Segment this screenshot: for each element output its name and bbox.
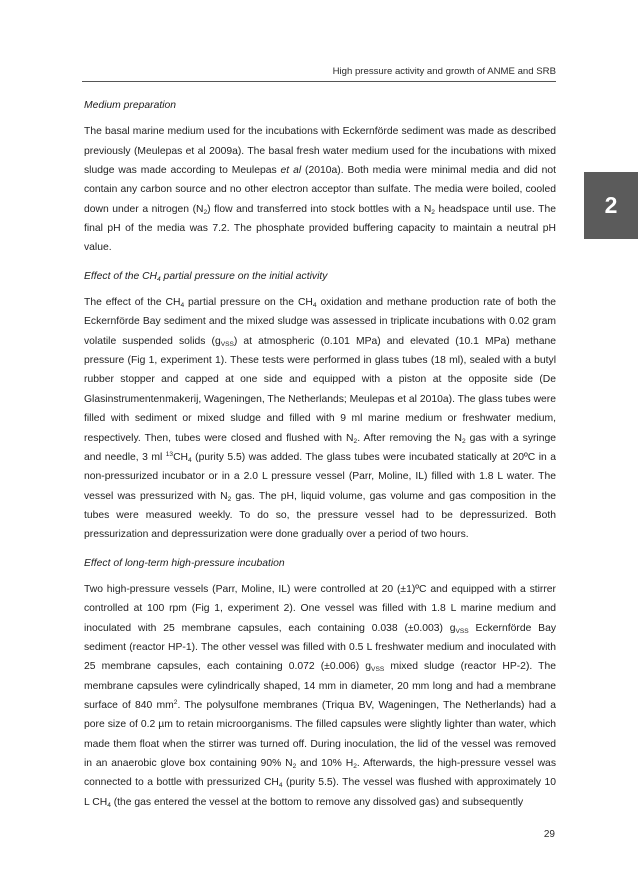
section-paragraph: The basal marine medium used for the incubations with Eckernförde sediment was made as described previously (Meulepas et al 2009a). The basal fresh water medium used for the incubations with mixed sludge was made according to Meulepas et al (2010a). Both media were minimal media and did not contain any carbon source and no other electron acceptor than sulfate. The media were boiled, cooled down under a nitrogen $(N_2)$ flow and transferred into stock bottles with a $N_2$ headspace until use. The final pH of the media was 7.2. The phosphate provided buffering capacity to maintain a neutral pH value. — [84, 126, 557, 254]
page-number: 29 — [543, 829, 555, 840]
section-heading: Effect of long-term high-pressure incubation — [84, 557, 285, 569]
chapter-number: 2 — [604, 192, 618, 218]
header-rule — [82, 81, 556, 82]
running-header: High pressure activity and growth of ANME and SRB — [332, 66, 556, 77]
section-heading: Effect of the $CH_4$ partial pressure on the initial activity — [84, 270, 328, 283]
chapter-tab — [584, 172, 638, 239]
page-body — [84, 96, 556, 821]
section-heading: Medium preparation — [84, 100, 176, 111]
section-paragraph: The effect of the $CH_4$ partial pressure on the $CH_4$ oxidation and methane production rate of both the Eckernförde Bay sediment and the mixed sludge was assessed in triplicate incubations with 0.02 gram volatile suspended solids $(g_{VSS})$ at atmospheric (0.101 MPa) and elevated (10.1 MPa) methane pressure (Fig 1, experiment 1). These tests were performed in glass tubes (18 ml), sealed with a butyl rubber stopper and capped at one side and equipped with a piston at the opposite side (De Glasinstrumentenmakerij, Wageningen, The Netherlands; Meulepas et al 2010a). The glass tubes were filled with sediment or mixed sludge and filled with 9 ml marine medium or freshwater medium, respectively. Then, tubes were closed and flushed with $N_2$. After removing the $N_2$ gas with a syringe and needle, 3 ml $^{13}CH_4$ (purity 5.5) was added. The glass tubes were incubated statically at 20ºC in a non-pressurized incubator or in a 2.0 L pressure vessel (Parr, Moline, IL) filled with 1.8 L water. The vessel was pressurized with $N_2$ gas. The pH, liquid volume, gas volume and gas composition in the tubes were measured weekly. To do so, the pressure vessel had to be depressurized. Both pressurization and depressurization were done gradually over a period of two hours. — [84, 297, 556, 541]
section-paragraph: Two high-pressure vessels (Parr, Moline, IL) were controlled at 20 (±1)ºC and equipped with a stirrer controlled at 100 rpm (Fig 1, experiment 2). One vessel was filled with 1.8 L marine medium and inoculated with 25 membrane capsules, each containing 0.038 (±0.003) $g_{VSS}$ Eckernförde Bay sediment (reactor HP-1). The other vessel was filled with 0.5 L freshwater medium and inoculated with 25 membrane capsules, each containing 0.072 (±0.006) $g_{VSS}$ mixed sludge (reactor HP-2). The membrane capsules were cylindrically shaped, 14 mm in diameter, 20 mm long and had a membrane surface of 840 $mm^2$. The polysulfone membranes (Triqua BV, Wageningen, The Netherlands) had a pore size of 0.2 µm to retain microorganisms. The filled capsules were slightly lighter than water, which made them float when the stirrer was turned off. During inoculation, the lid of the vessel was removed in an anaerobic glove box containing 90% $N_2$ and 10% $H_2$. Afterwards, the high-pressure vessel was connected to a bottle with pressurized $CH_4$ (purity 5.5). The vessel was flushed with approximately 10 L $CH_4$ (the gas entered the vessel at the bottom to remove any dissolved gas) and subsequently — [84, 583, 556, 809]
